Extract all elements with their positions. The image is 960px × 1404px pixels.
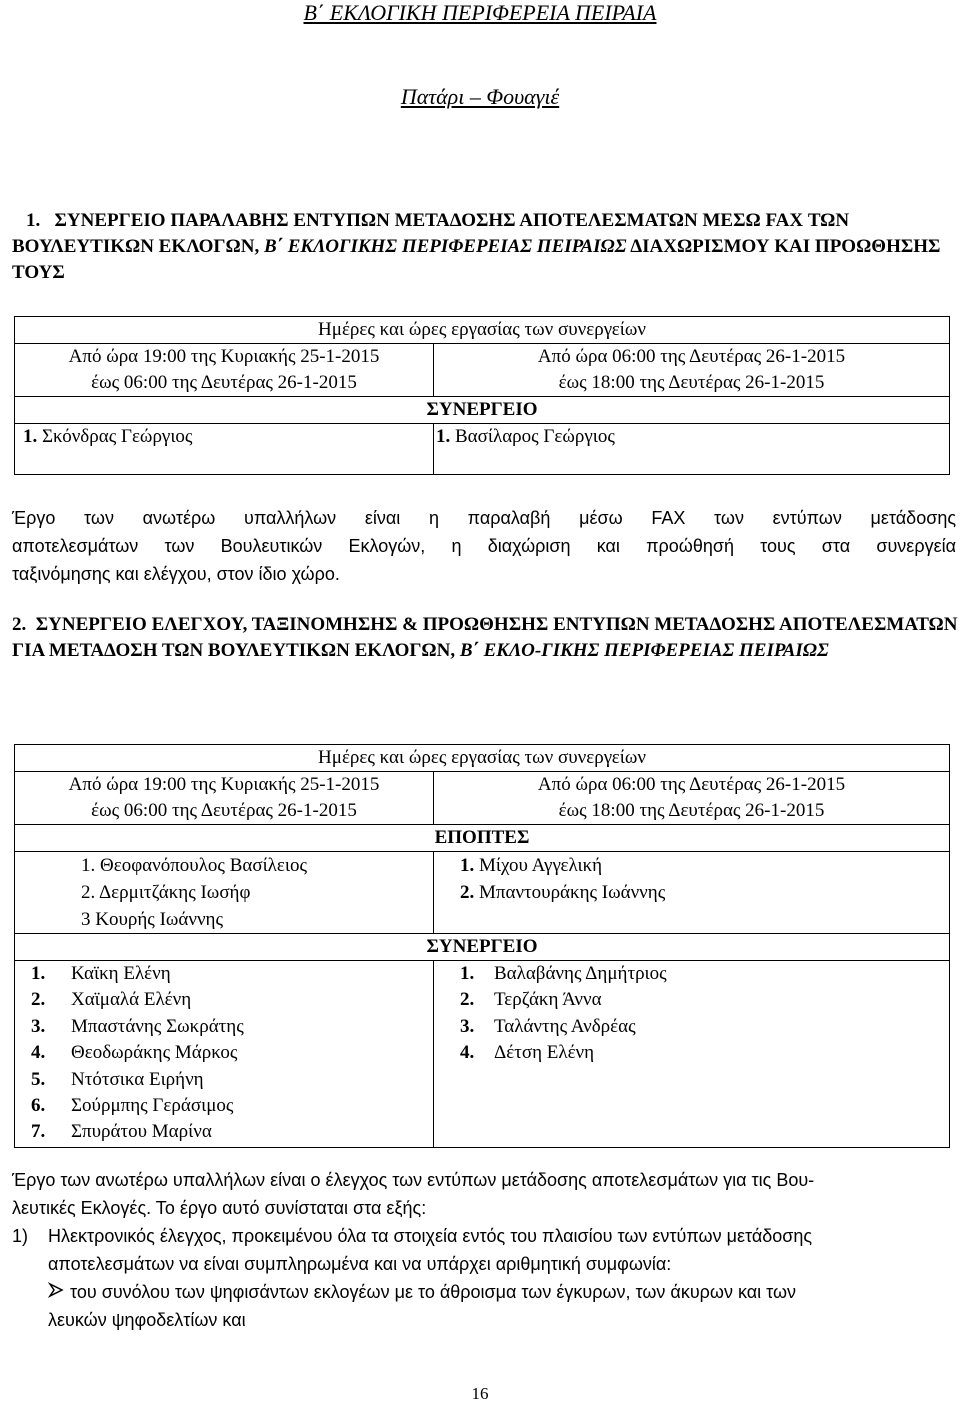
section1-heading-text2: ΔΙΑΧΩΡΙΣΜΟΥ ΚΑΙ ΠΡΟΩΘΗΣΗΣ ΤΟΥΣ xyxy=(12,236,941,283)
section1-number: 1. xyxy=(26,210,41,231)
section2-hours-title: Ημέρες και ώρες εργασίας των συνεργείων xyxy=(15,745,950,772)
section1-shift2-line2: έως 18:00 της Δευτέρας 26-1-2015 xyxy=(558,372,825,393)
section2-shift2 xyxy=(434,772,950,825)
section2-heading-text1: ΣΥΝΕΡΓΕΙΟ ΕΛΕΓΧΟΥ, ΤΑΞΙΝΟΜΗΣΗΣ & ΠΡΟΩΘΗΣΗΣ ΕΝΤΥΠΩΝ ΜΕΤΑΔΟΣΗΣ ΑΠΟΤΕΛΕΣΜΑΤΩΝ ΓΙΑ ΜΕΤΑΔΟΣΗ ΤΩΝ ΒΟΥΛΕΥΤΙΚΩΝ ΕΚΛΟΓΩΝ, xyxy=(12,614,958,661)
section1-crew-title: ΣΥΝΕΡΓΕΙΟ xyxy=(15,397,950,424)
list-item: 2. Δερμιτζάκης Ιωσήφ xyxy=(81,882,251,903)
section1-heading-italic: Β΄ ΕΚΛΟΓΙΚΗΣ ΠΕΡΙΦΕΡΕΙΑΣ ΠΕΙΡΑΙΩΣ xyxy=(263,236,627,257)
list-item: 1. Σκόνδρας Γεώργιος xyxy=(23,426,193,447)
section2-supervisors-title: ΕΠΟΠΤΕΣ xyxy=(15,825,950,852)
section1-shift2-line1: Από ώρα 06:00 της Δευτέρας 26-1-2015 xyxy=(537,346,846,367)
section2-heading xyxy=(12,612,958,664)
section2-heading-italic: Β΄ ΕΚΛΟ-ΓΙΚΗΣ ΠΕΡΙΦΕΡΕΙΑΣ ΠΕΙΡΑΙΩΣ xyxy=(459,640,829,661)
section2-supervisors-right xyxy=(434,852,950,934)
section2-number: 2. xyxy=(12,614,27,635)
list-item: 5. Ντότσικα Ειρήνη xyxy=(31,1068,204,1090)
section2-crew-title: ΣΥΝΕΡΓΕΙΟ xyxy=(15,934,950,961)
section2-item1-number: 1) xyxy=(12,1226,29,1246)
section2-item1-line2: αποτελεσμάτων να είναι συμπληρωμένα και να υπάρχει αριθμητική συμφωνία: xyxy=(48,1254,672,1274)
list-item: 3. Μπαστάνης Σωκράτης xyxy=(31,1015,244,1037)
list-item: 2. Χαϊμαλά Ελένη xyxy=(31,989,192,1011)
section2-bullet1-line1: του συνόλου των ψηφισάντων εκλογέων με το άθροισμα των έγκυρων, των άκυρων και των xyxy=(70,1282,797,1302)
list-item: 4. Θεοδωράκης Μάρκος xyxy=(31,1042,238,1064)
list-item: 1. Βαλαβάνης Δημήτριος xyxy=(460,963,667,984)
location-subtitle: Πατάρι – Φουαγιέ xyxy=(400,84,560,109)
section2-shift1-line1: Από ώρα 19:00 της Κυριακής 25-1-2015 xyxy=(68,774,380,795)
section2-shift2-line1: Από ώρα 06:00 της Δευτέρας 26-1-2015 xyxy=(537,774,846,795)
section1-description-line2: αποτελεσμάτων των Βουλευτικών Εκλογών, η διαχώριση και προώθησή τους στα συνεργεία xyxy=(12,536,956,556)
section1-heading xyxy=(12,208,958,286)
section2-description-line2: λευτικές Εκλογές. Το έργο αυτό συνίσταται στα εξής: xyxy=(12,1198,427,1218)
list-item: 2. Μπαντουράκης Ιωάννης xyxy=(460,882,666,903)
section1-hours-title: Ημέρες και ώρες εργασίας των συνεργείων xyxy=(15,317,950,344)
list-item: 1. Μίχου Αγγελική xyxy=(460,855,603,876)
section2-item1 xyxy=(12,1222,956,1250)
list-item: 1. Θεοφανόπουλος Βασίλειος xyxy=(81,855,308,876)
section2-item1-line1: Ηλεκτρονικός έλεγχος, προκειμένου όλα τα στοιχεία εντός του πλαισίου των εντύπων μετάδοσης xyxy=(48,1226,813,1246)
list-item: 2. Τερζάκη Άννα xyxy=(460,989,602,1011)
list-item: 1. Καϊκη Ελένη xyxy=(31,963,171,984)
section1-shift1-line1: Από ώρα 19:00 της Κυριακής 25-1-2015 xyxy=(68,346,380,367)
list-item: 4. Δέτση Ελένη xyxy=(460,1042,595,1064)
section2-crew-left xyxy=(15,961,434,1148)
section1-shift1-line2: έως 06:00 της Δευτέρας 26-1-2015 xyxy=(91,372,357,393)
section1-heading-text1: ΣΥΝΕΡΓΕΙΟ ΠΑΡΑΛΑΒΗΣ ΕΝΤΥΠΩΝ ΜΕΤΑΔΟΣΗΣ ΑΠΟΤΕΛΕΣΜΑΤΩΝ ΜΕΣΩ FAX ΤΩΝ ΒΟΥΛΕΥΤΙΚΩΝ ΕΚΛΟΓΩΝ, xyxy=(12,210,850,257)
list-item: 1. Βασίλαρος Γεώργιος xyxy=(436,426,615,447)
list-item: 3. Ταλάντης Ανδρέας xyxy=(460,1015,636,1037)
list-item: 6. Σούρμπης Γεράσιμος xyxy=(31,1095,234,1117)
section1-table xyxy=(14,316,950,475)
section2-description-line1: Έργο των ανωτέρω υπαλλήλων είναι ο έλεγχος των εντύπων μετάδοσης αποτελεσμάτων για τις Βου- xyxy=(12,1170,815,1190)
section2-table xyxy=(14,744,950,1148)
section1-crew-right xyxy=(434,424,950,475)
section2-shift2-line2: έως 18:00 της Δευτέρας 26-1-2015 xyxy=(558,800,825,821)
section2-supervisors-left xyxy=(15,852,434,934)
section2-description xyxy=(12,1166,956,1334)
section1-description xyxy=(12,504,956,588)
section1-crew-left xyxy=(15,424,434,475)
section1-shift1 xyxy=(15,344,434,397)
section1-shift2 xyxy=(434,344,950,397)
arrow-bullet-icon xyxy=(48,1278,70,1306)
section2-bullet1 xyxy=(12,1278,956,1306)
page-title: Β΄ ΕΚΛΟΓΙΚΗ ΠΕΡΙΦΕΡΕΙΑ ΠΕΙΡΑΙΑ xyxy=(303,0,657,25)
list-item: 7. Σπυράτου Μαρίνα xyxy=(31,1121,212,1143)
section2-bullet1-line2: λευκών ψηφοδελτίων και xyxy=(48,1310,246,1330)
section2-shift1-line2: έως 06:00 της Δευτέρας 26-1-2015 xyxy=(91,800,357,821)
section2-shift1 xyxy=(15,772,434,825)
page-number: 16 xyxy=(471,1384,489,1403)
section1-description-line1: Έργο των ανωτέρω υπαλλήλων είναι η παραλαβή μέσω FAX των εντύπων μετάδοσης xyxy=(12,508,956,528)
section2-crew-right xyxy=(434,961,950,1148)
list-item: 3 Κουρής Ιωάννης xyxy=(81,909,223,930)
section1-description-line3: ταξινόμησης και ελέγχου, στον ίδιο χώρο. xyxy=(12,564,340,584)
